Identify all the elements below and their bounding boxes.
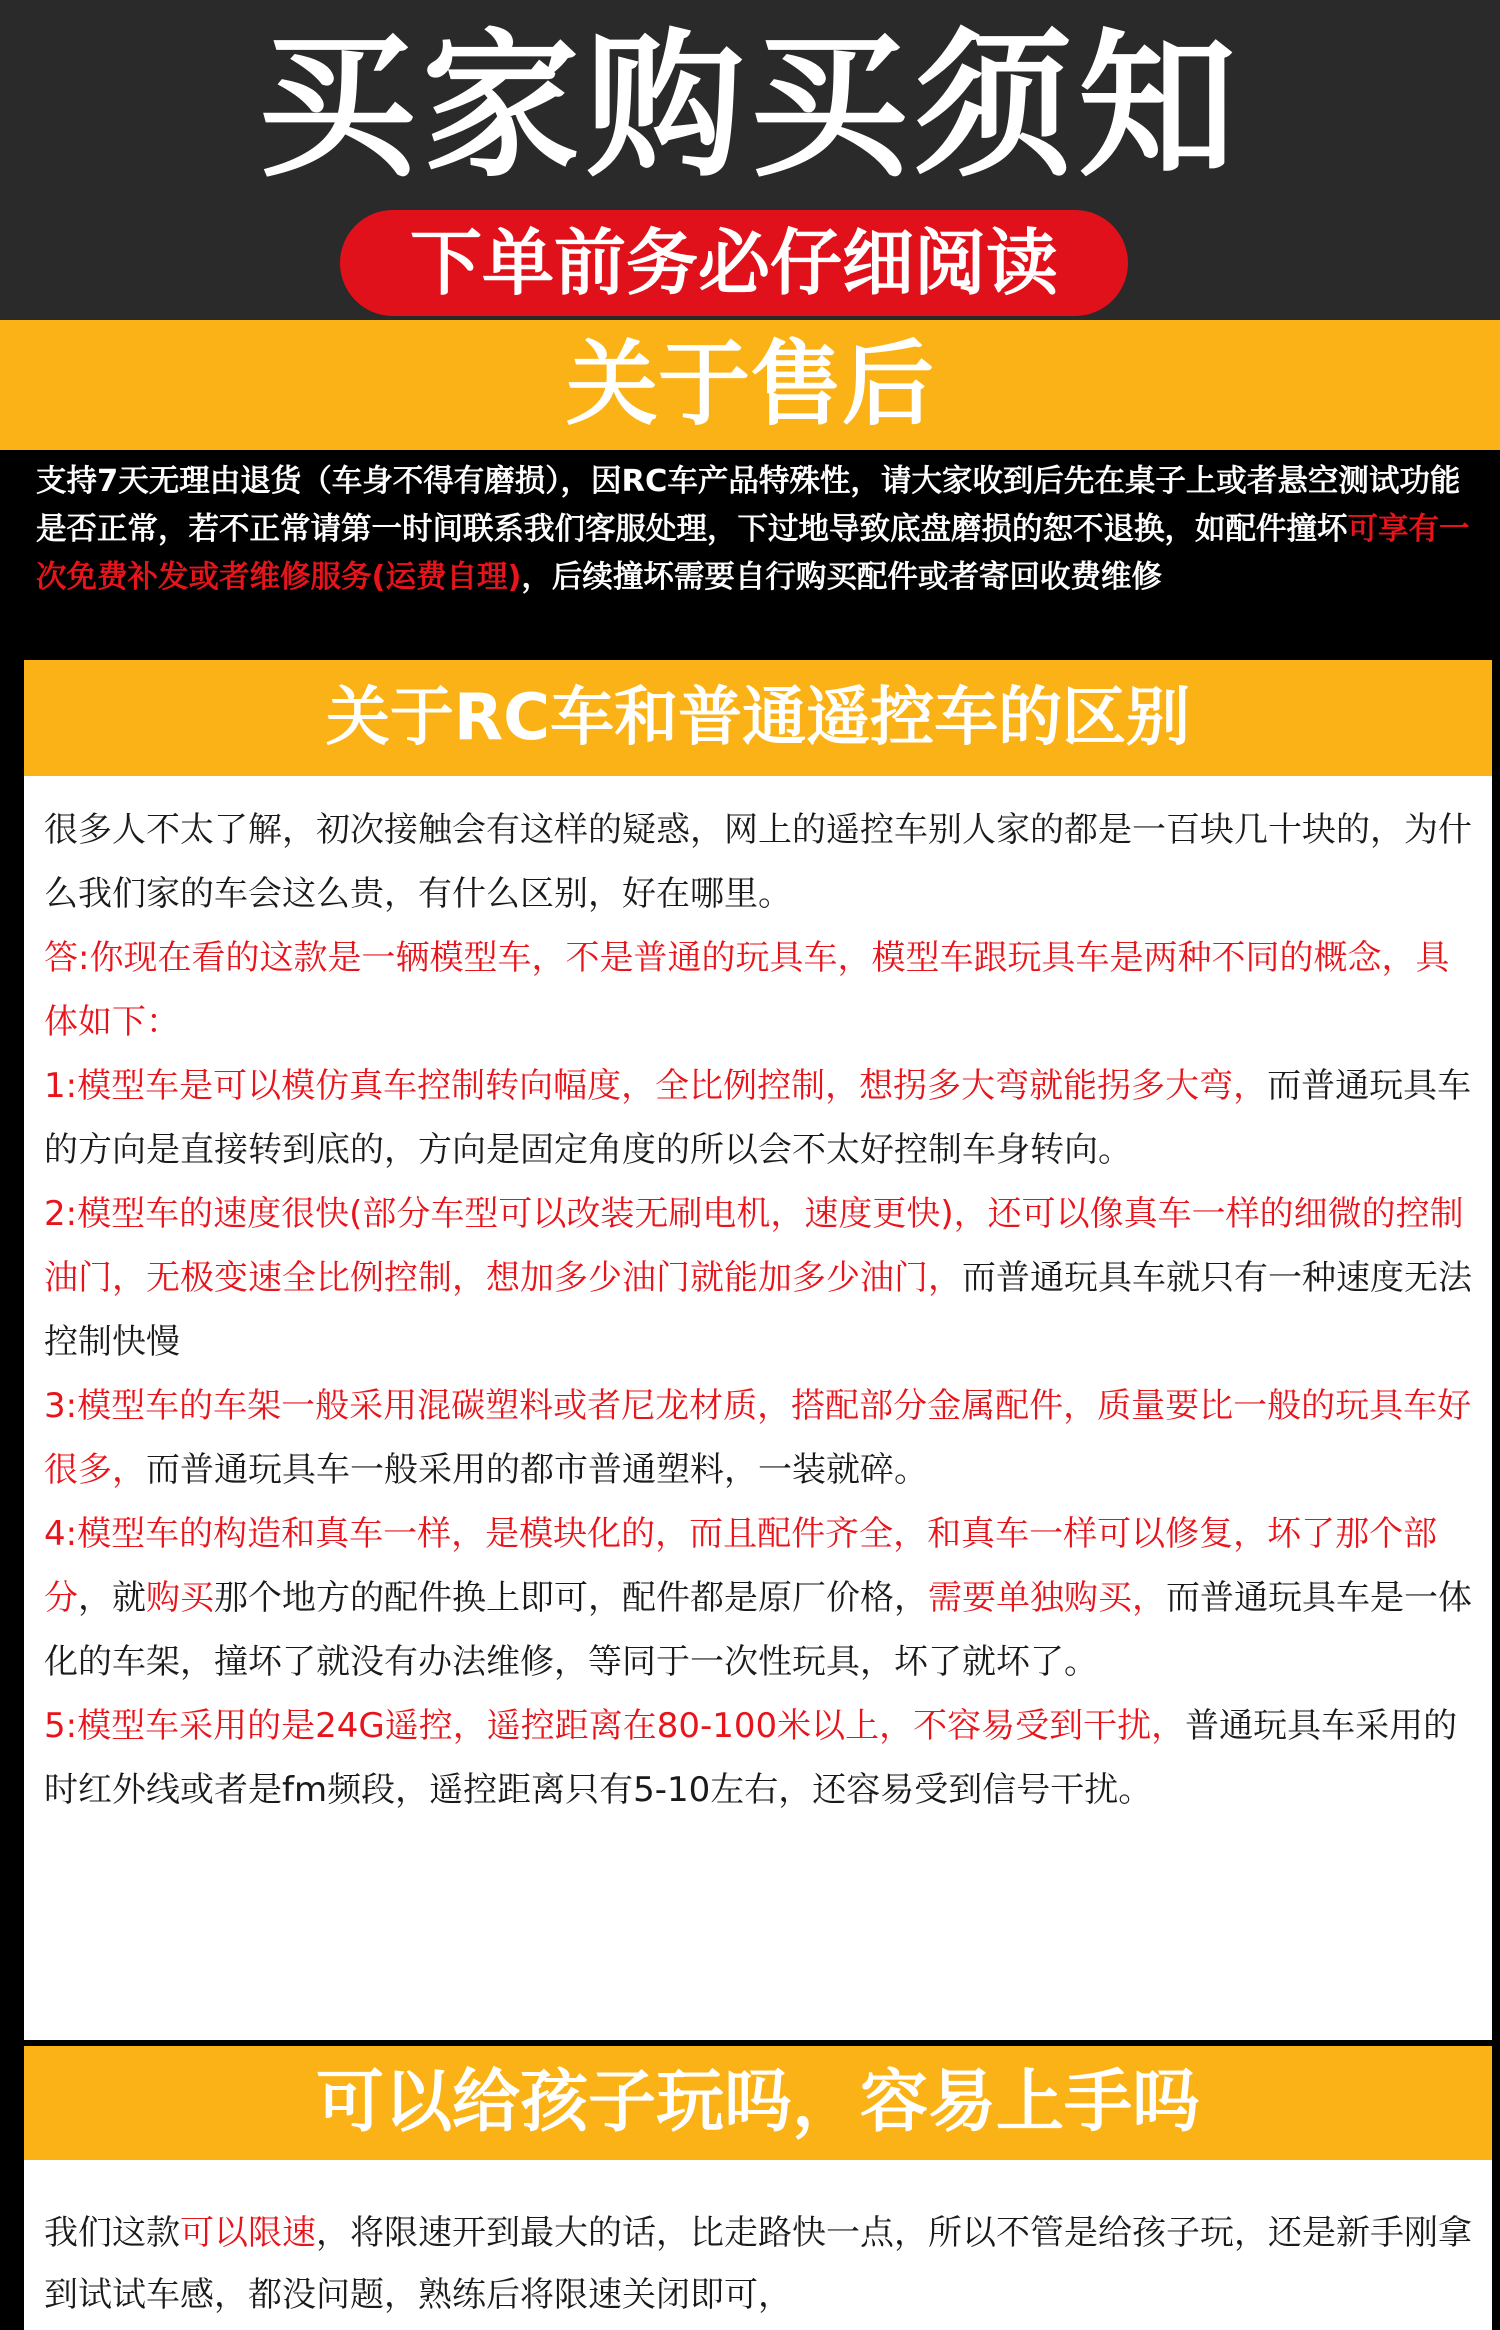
kids-section (24, 2046, 1492, 2330)
point-5-text: 普通玩具车采用的时红外线或者是fm频段，遥控距离只有5-10左右，还容易受到信号干扰。 (44, 1706, 1458, 1810)
point-4-text: 那个地方的配件换上即可，配件都是原厂价格， (214, 1578, 928, 1618)
point-2-text: 而普通玩具车就只有一种速度无法控制快慢 (44, 1258, 1472, 1362)
kids-paragraph (44, 2202, 1474, 2326)
point-3-highlight: 3:模型车的车架一般采用混碳塑料或者尼龙材质，搭配部分金属配件，质量要比一般的玩具车好很多， (44, 1386, 1472, 1490)
aftersale-text-part: 支持7天无理由退货（车身不得有磨损），因RC车产品特殊性，请大家收到后先在桌子上或者悬空测试功能是否正常，若不正常请第一时间联系我们客服处理，下过地导致底盘磨损的恕不退换，如配件撞坏 (36, 464, 1461, 547)
kids-text: ，将限速开到最大的话，比走路快一点，所以不管是给孩子玩，还是新手刚拿到试试车感，都没问题，熟练后将限速关闭即可， (44, 2213, 1472, 2315)
hero-banner (0, 0, 1500, 320)
point-2 (44, 1182, 1474, 1374)
point-1-highlight: 1:模型车是可以模仿真车控制转向幅度，全比例控制，想拐多大弯就能拐多大弯， (44, 1066, 1268, 1106)
kids-text: 我们这款 (44, 2213, 180, 2253)
point-5-highlight: 5:模型车采用的是24G遥控，遥控距离在80-100米以上，不容易受到干扰， (44, 1706, 1186, 1746)
point-4-highlight: 购买 (146, 1578, 214, 1618)
point-3-text: 而普通玩具车一般采用的都市普通塑料，一装就碎。 (146, 1450, 928, 1490)
point-1 (44, 1054, 1474, 1182)
difference-body (44, 798, 1474, 1822)
kids-heading: 可以给孩子玩吗，容易上手吗 (24, 2046, 1492, 2160)
difference-section (24, 660, 1492, 2040)
page-title: 买家购买须知 (258, 15, 1242, 199)
read-carefully-badge: 下单前务必仔细阅读 (340, 210, 1128, 316)
point-4 (44, 1502, 1474, 1694)
point-2-highlight: 2:模型车的速度很快(部分车型可以改装无刷电机，速度更快)，还可以像真车一样的细微的控制油门，无极变速全比例控制，想加多少油门就能加多少油门， (44, 1194, 1464, 1298)
aftersale-heading: 关于售后 (0, 320, 1500, 450)
point-4-highlight: 需要单独购买， (928, 1578, 1166, 1618)
aftersale-text-part: ，后续撞坏需要自行购买配件或者寄回收费维修 (521, 560, 1162, 595)
point-3 (44, 1374, 1474, 1502)
aftersale-highlight: 可享有一次免费补发或者维修服务(运费自理) (36, 512, 1470, 595)
kids-highlight: 可以限速 (180, 2213, 316, 2253)
point-5 (44, 1694, 1474, 1822)
difference-heading: 关于RC车和普通遥控车的区别 (24, 660, 1492, 776)
point-4-text: ，就 (78, 1578, 146, 1618)
point-1-text: 而普通玩具车的方向是直接转到底的，方向是固定角度的所以会不太好控制车身转向。 (44, 1066, 1472, 1170)
aftersale-policy-text (36, 458, 1476, 602)
point-4-text: 而普通玩具车是一体化的车架，撞坏了就没有办法维修，等同于一次性玩具，坏了就坏了。 (44, 1578, 1472, 1682)
answer-paragraph: 答:你现在看的这款是一辆模型车，不是普通的玩具车，模型车跟玩具车是两种不同的概念，具体如下： (44, 938, 1450, 1042)
intro-paragraph: 很多人不太了解，初次接触会有这样的疑惑，网上的遥控车别人家的都是一百块几十块的，为什么我们家的车会这么贵，有什么区别，好在哪里。 (44, 810, 1472, 914)
point-4-highlight: 4:模型车的构造和真车一样，是模块化的，而且配件齐全，和真车一样可以修复，坏了那个部分 (44, 1514, 1438, 1618)
kids-body (44, 2202, 1474, 2326)
